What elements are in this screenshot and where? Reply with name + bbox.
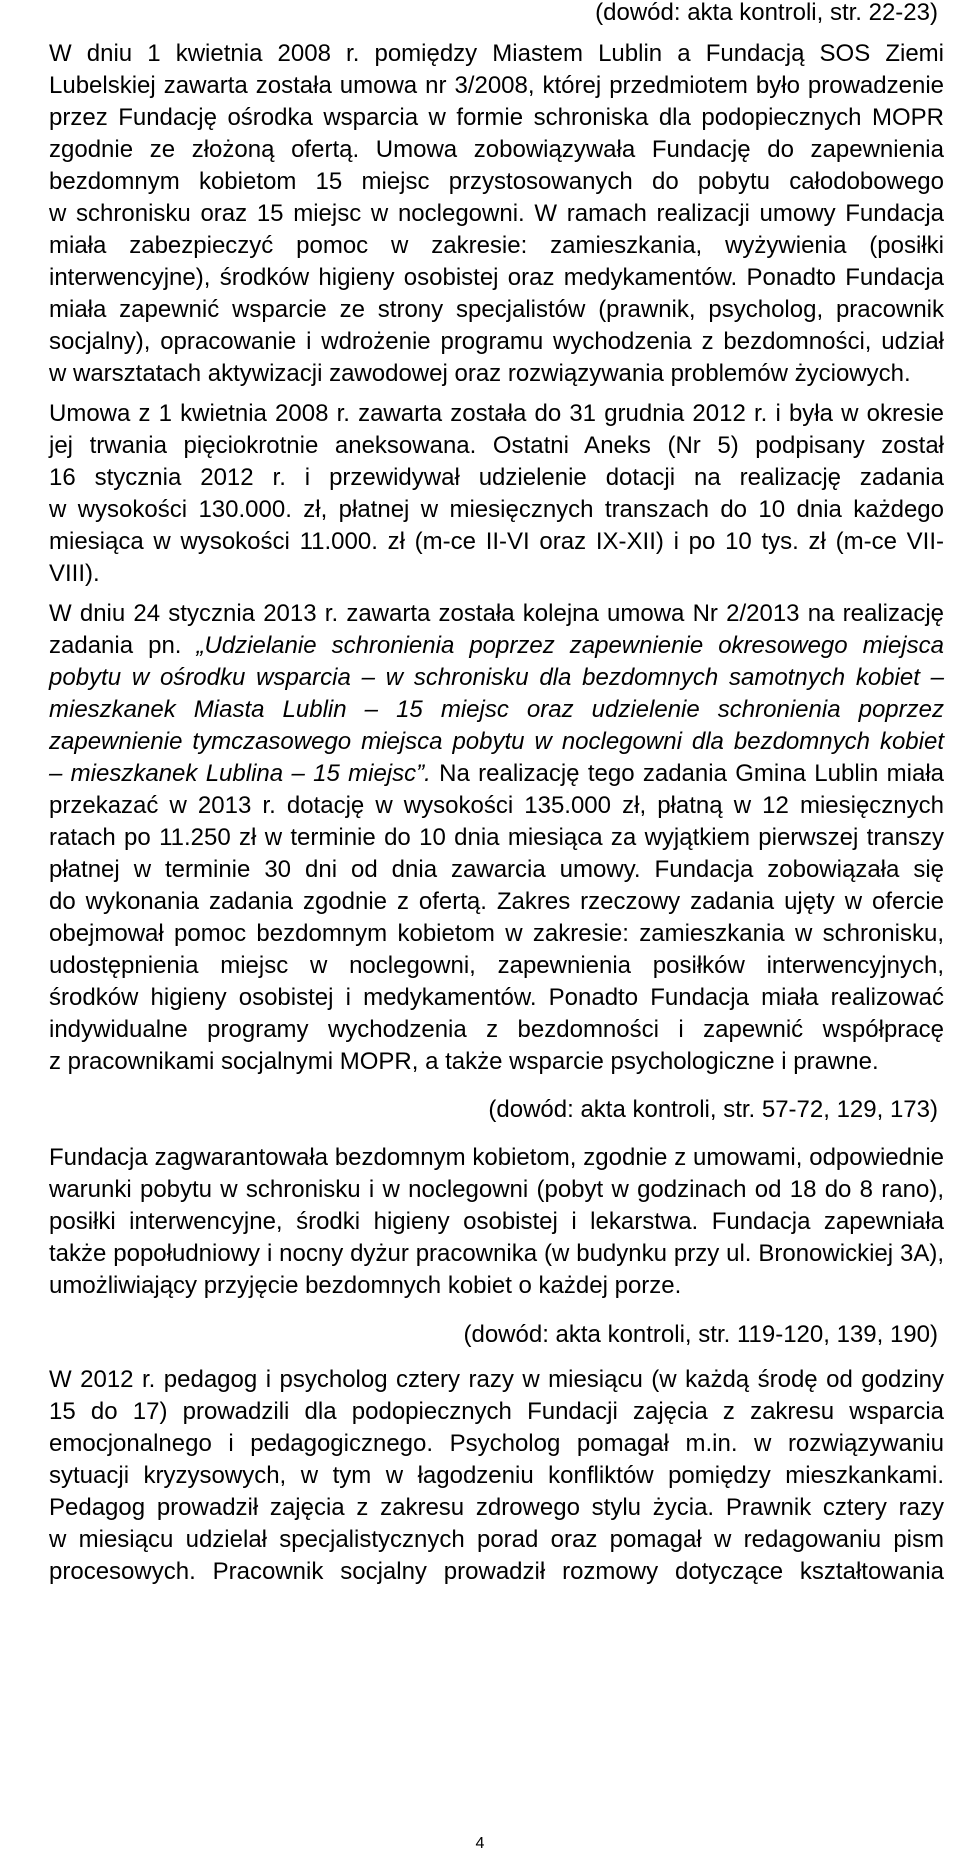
task-title-italic: – mieszkanek Lublina – 15 miejsc”. bbox=[49, 760, 431, 787]
paragraph-2-line: w wysokości 130.000. zł, płatnej w miesięcznych transzach do 10 dnia każdego bbox=[49, 496, 944, 523]
paragraph-1-line: miała zapewnić wsparcie ze strony specjalistów (prawnik, psycholog, pracownik bbox=[49, 296, 944, 323]
paragraph-3-line: obejmował pomoc bezdomnym kobietom w zakresie: zamieszkania w schronisku, bbox=[49, 920, 944, 947]
paragraph-2-line: 16 stycznia 2012 r. i przewidywał udzielenie dotacji na realizację zadania bbox=[49, 464, 944, 491]
paragraph-2-line: jej trwania pięciokrotnie aneksowana. Ostatni Aneks (Nr 5) podpisany został bbox=[49, 432, 944, 459]
paragraph-5-line: procesowych. Pracownik socjalny prowadził rozmowy dotyczące kształtowania bbox=[49, 1558, 944, 1585]
task-title-italic-line: pobytu w ośrodku wsparcia – w schronisku dla bezdomnych samotnych kobiet – bbox=[49, 664, 944, 691]
paragraph-1-line: socjalny), opracowanie i wdrożenie programu wychodzenia z bezdomności, udział bbox=[49, 328, 944, 355]
paragraph-1-line: w schronisku oraz 15 miejsc w noclegowni. W ramach realizacji umowy Fundacja bbox=[49, 200, 944, 227]
paragraph-2-line: miesiąca w wysokości 11.000. zł (m-ce II-VI oraz IX-XII) i po 10 tys. zł (m-ce VII- bbox=[49, 528, 944, 555]
paragraph-1-line: w warsztatach aktywizacji zawodowej oraz rozwiązywania problemów życiowych. bbox=[49, 360, 911, 387]
paragraph-5-line: W 2012 r. pedagog i psycholog cztery razy w miesiącu (w każdą środę od godziny bbox=[49, 1366, 944, 1393]
plain-text: Na realizację tego zadania Gmina Lublin miała bbox=[430, 760, 944, 787]
page-number: 4 bbox=[475, 1835, 485, 1852]
paragraph-3-line: płatnej w terminie 30 dni od dnia zawarcia umowy. Fundacja zobowiązała się bbox=[49, 856, 944, 883]
paragraph-5-line: sytuacji kryzysowych, w tym w łagodzeniu konfliktów pomiędzy mieszkankami. bbox=[49, 1462, 944, 1489]
paragraph-3-line: ratach po 11.250 zł w terminie do 10 dnia miesiąca za wyjątkiem pierwszej transzy bbox=[49, 824, 944, 851]
source-citation-lower: (dowód: akta kontroli, str. 119-120, 139, 190) bbox=[463, 1321, 938, 1348]
paragraph-5-line: w miesiącu udzielał specjalistycznych porad oraz pomagał w redagowaniu pism bbox=[49, 1526, 944, 1553]
paragraph-3-line: W dniu 24 stycznia 2013 r. zawarta została kolejna umowa Nr 2/2013 na realizację bbox=[49, 600, 944, 627]
task-title-italic: „Udzielanie schronienia poprzez zapewnienie okresowego miejsca bbox=[196, 632, 944, 659]
paragraph-1-line: bezdomnym kobietom 15 miejsc przystosowanych do pobytu całodobowego bbox=[49, 168, 944, 195]
paragraph-2-line: VIII). bbox=[49, 560, 100, 587]
paragraph-4-line: także popołudniowy i nocny dyżur pracownika (w budynku przy ul. Bronowickiej 3A), bbox=[49, 1240, 944, 1267]
plain-text: zadania pn. bbox=[49, 632, 197, 659]
source-citation-middle: (dowód: akta kontroli, str. 57-72, 129, 173) bbox=[488, 1096, 938, 1123]
paragraph-4-line: Fundacja zagwarantowała bezdomnym kobietom, zgodnie z umowami, odpowiednie bbox=[49, 1144, 944, 1171]
task-title-italic-line: zapewnienie tymczasowego miejsca pobytu w noclegowni dla bezdomnych kobiet bbox=[49, 728, 944, 755]
paragraph-3-line: indywidualne programy wychodzenia z bezdomności i zapewnić współpracę bbox=[49, 1016, 944, 1043]
paragraph-4-line: warunki pobytu w schronisku i w noclegowni (pobyt w godzinach od 18 do 8 rano), bbox=[49, 1176, 944, 1203]
paragraph-1-line: przez Fundację ośrodka wsparcia w formie schroniska dla podopiecznych MOPR bbox=[49, 104, 944, 131]
paragraph-4-line: umożliwiający przyjęcie bezdomnych kobiet o każdej porze. bbox=[49, 1272, 682, 1299]
source-citation-top: (dowód: akta kontroli, str. 22-23) bbox=[595, 0, 938, 26]
paragraph-5-line: 15 do 17) prowadzili dla podopiecznych Fundacji zajęcia z zakresu wsparcia bbox=[49, 1398, 944, 1425]
paragraph-2-line: Umowa z 1 kwietnia 2008 r. zawarta została do 31 grudnia 2012 r. i była w okresie bbox=[49, 400, 944, 427]
paragraph-5-line: Pedagog prowadził zajęcia z zakresu zdrowego stylu życia. Prawnik cztery razy bbox=[49, 1494, 944, 1521]
paragraph-1-line: Lubelskiej zawarta została umowa nr 3/2008, której przedmiotem było prowadzenie bbox=[49, 72, 944, 99]
paragraph-4-line: posiłki interwencyjne, środki higieny osobistej i lekarstwa. Fundacja zapewniała bbox=[49, 1208, 944, 1235]
paragraph-3-line bbox=[49, 758, 944, 790]
paragraph-3-line: do wykonania zadania zgodnie z ofertą. Zakres rzeczowy zadania ujęty w ofercie bbox=[49, 888, 944, 915]
paragraph-3-line: środków higieny osobistej i medykamentów. Ponadto Fundacja miała realizować bbox=[49, 984, 944, 1011]
paragraph-1-line: interwencyjne), środków higieny osobistej oraz medykamentów. Ponadto Fundacja bbox=[49, 264, 944, 291]
paragraph-5-line: emocjonalnego i pedagogicznego. Psycholog pomagał m.in. w rozwiązywaniu bbox=[49, 1430, 944, 1457]
paragraph-1-line: miała zabezpieczyć pomoc w zakresie: zamieszkania, wyżywienia (posiłki bbox=[49, 232, 944, 259]
paragraph-1-line: W dniu 1 kwietnia 2008 r. pomiędzy Miastem Lublin a Fundacją SOS Ziemi bbox=[49, 40, 944, 67]
paragraph-1-line: zgodnie ze złożoną ofertą. Umowa zobowiązywała Fundację do zapewnienia bbox=[49, 136, 944, 163]
paragraph-3-line: z pracownikami socjalnymi MOPR, a także wsparcie psychologiczne i prawne. bbox=[49, 1048, 879, 1075]
paragraph-3-line: udostępnienia miejsc w noclegowni, zapewnienia posiłków interwencyjnych, bbox=[49, 952, 944, 979]
task-title-italic-line: mieszkanek Miasta Lublin – 15 miejsc oraz udzielenie schronienia poprzez bbox=[49, 696, 944, 723]
paragraph-3-line: przekazać w 2013 r. dotację w wysokości 135.000 zł, płatną w 12 miesięcznych bbox=[49, 792, 944, 819]
paragraph-3-line bbox=[49, 630, 944, 662]
